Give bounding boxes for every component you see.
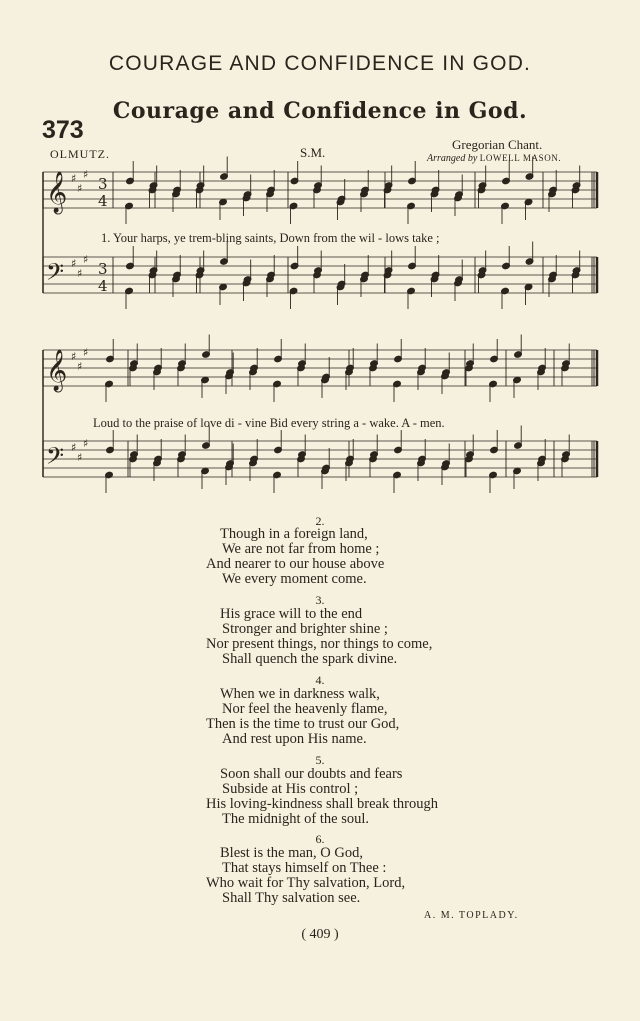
key-sharp: ♯ <box>83 437 89 450</box>
key-sharp: ♯ <box>83 168 89 181</box>
stanza-number: 2. <box>315 514 325 528</box>
verse-line: And rest upon His name. <box>222 731 367 747</box>
verse-line: His loving-kindness shall break through <box>206 796 438 812</box>
time-signature-top: 3 <box>98 260 108 278</box>
time-signature-bottom: 4 <box>98 277 108 295</box>
hymn-title: Courage and Confidence in God. <box>112 98 528 124</box>
verse-line: Blest is the man, O God, <box>220 845 363 861</box>
time-signature-top: 3 <box>98 175 108 193</box>
stanza-number: 5. <box>315 753 325 767</box>
verse-line: Who wait for Thy salvation, Lord, <box>206 875 406 891</box>
arranger-name: LOWELL MASON. <box>479 153 562 163</box>
key-sharp: ♯ <box>77 360 83 373</box>
page-number: ( 409 ) <box>301 927 339 942</box>
verse-line: Though in a foreign land, <box>220 526 368 542</box>
stanza-number: 6. <box>315 832 325 846</box>
key-sharp: ♯ <box>77 182 83 195</box>
verse-line: When we in darkness walk, <box>220 686 380 702</box>
verse-line: Soon shall our doubts and fears <box>220 766 403 782</box>
tune-name: OLMUTZ. <box>50 147 110 161</box>
key-sharp: ♯ <box>83 253 89 266</box>
key-sharp: ♯ <box>77 267 83 280</box>
verse-line: Subside at His control ; <box>222 781 359 797</box>
treble-clef: 𝄞 <box>46 350 68 391</box>
verse-line: Then is the time to trust our God, <box>206 716 400 732</box>
treble-clef: 𝄞 <box>46 172 68 213</box>
verse-line: His grace will to the end <box>220 606 363 622</box>
verse-line: We every moment come. <box>222 571 367 587</box>
verse-line: Shall quench the spark divine. <box>222 651 398 667</box>
verse-line: Nor present things, nor things to come, <box>206 636 433 652</box>
verse-line: We are not far from home ; <box>222 541 380 557</box>
key-sharp: ♯ <box>71 350 77 363</box>
time-signature-bottom: 4 <box>98 192 108 210</box>
meter: S.M. <box>300 145 326 160</box>
verse-line: The midnight of the soul. <box>222 811 369 827</box>
composer: Gregorian Chant. <box>452 137 543 152</box>
verse-line: And nearer to our house above <box>206 556 385 572</box>
lyrics-system-2: Loud to the praise of love di - vine Bid every string a - wake. A - men. <box>93 416 445 430</box>
bass-clef: 𝄢 <box>46 442 65 475</box>
lyrics-system-1: 1. Your harps, ye trem-bling saints, Down from the wil - lows take ; <box>101 231 440 245</box>
key-sharp: ♯ <box>83 346 89 359</box>
verse-line: Shall Thy salvation see. <box>222 890 361 906</box>
key-sharp: ♯ <box>71 172 77 185</box>
verse-line: Nor feel the heavenly flame, <box>222 701 388 717</box>
stanza-number: 3. <box>315 593 325 607</box>
hymn-author: A. M. TOPLADY. <box>424 910 519 921</box>
key-sharp: ♯ <box>71 441 77 454</box>
hymn-number: 373 <box>42 116 84 144</box>
arranger-prefix: Arranged by <box>427 153 478 164</box>
verse-line: Stronger and brighter shine ; <box>222 621 388 637</box>
verse-line: That stays himself on Thee : <box>222 860 387 876</box>
key-sharp: ♯ <box>71 257 77 270</box>
key-sharp: ♯ <box>77 451 83 464</box>
bass-clef: 𝄢 <box>46 258 65 291</box>
stanza-number: 4. <box>315 673 325 687</box>
page-header: COURAGE AND CONFIDENCE IN GOD. <box>108 52 532 75</box>
